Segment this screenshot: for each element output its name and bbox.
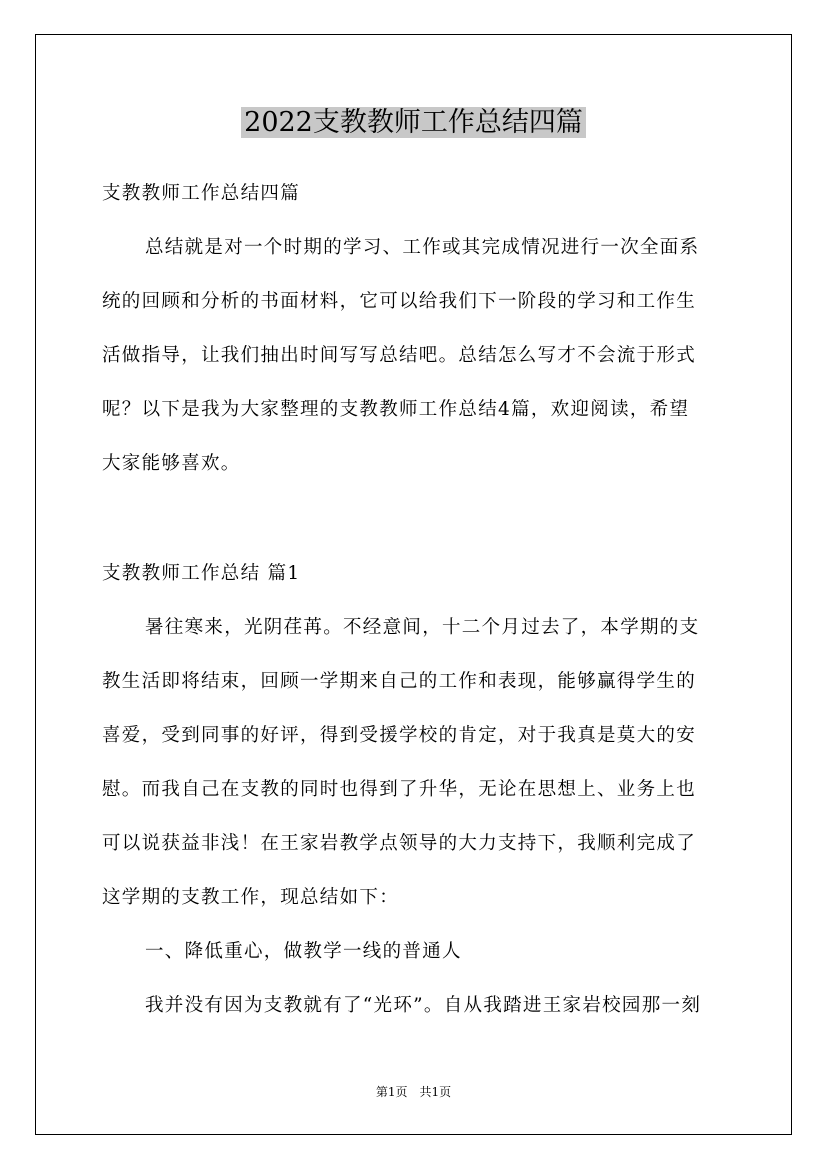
section-heading: 支教教师工作总结 篇1 [102, 563, 301, 584]
document-title: 2022支教教师工作总结四篇 [0, 103, 827, 143]
paragraph-line: 呢？以下是我为大家整理的支教教师工作总结4篇，欢迎阅读，希望 [102, 399, 690, 420]
paragraph-line: 这学期的支教工作，现总结如下： [102, 887, 400, 908]
subsection-heading: 一、降低重心，做教学一线的普通人 [145, 941, 462, 962]
paragraph-line: 暑往寒来，光阴荏苒。不经意间，十二个月过去了，本学期的支 [145, 617, 700, 638]
paragraph-line: 慰。而我自己在支教的同时也得到了升华，无论在思想上、业务上也 [102, 779, 697, 800]
page-number: 第1页 共1页 [375, 1085, 452, 1099]
paragraph-line: 统的回顾和分析的书面材料，它可以给我们下一阶段的学习和工作生 [102, 291, 697, 312]
paragraph-line: 大家能够喜欢。 [102, 453, 241, 474]
paragraph-line: 喜爱，受到同事的好评，得到受援学校的肯定，对于我真是莫大的安 [102, 725, 697, 746]
paragraph-line: 可以说获益非浅！在王家岩教学点领导的大力支持下，我顺利完成了 [102, 833, 697, 854]
paragraph-line: 总结就是对一个时期的学习、工作或其完成情况进行一次全面系 [145, 237, 700, 258]
paragraph-line: 活做指导，让我们抽出时间写写总结吧。总结怎么写才不会流于形式 [102, 345, 697, 366]
subtitle-line: 支教教师工作总结四篇 [102, 183, 301, 204]
paragraph-line: 我并没有因为支教就有了“光环”。自从我踏进王家岩校园那一刻 [145, 995, 702, 1016]
paragraph-line: 教生活即将结束，回顾一学期来自己的工作和表现，能够赢得学生的 [102, 671, 697, 692]
